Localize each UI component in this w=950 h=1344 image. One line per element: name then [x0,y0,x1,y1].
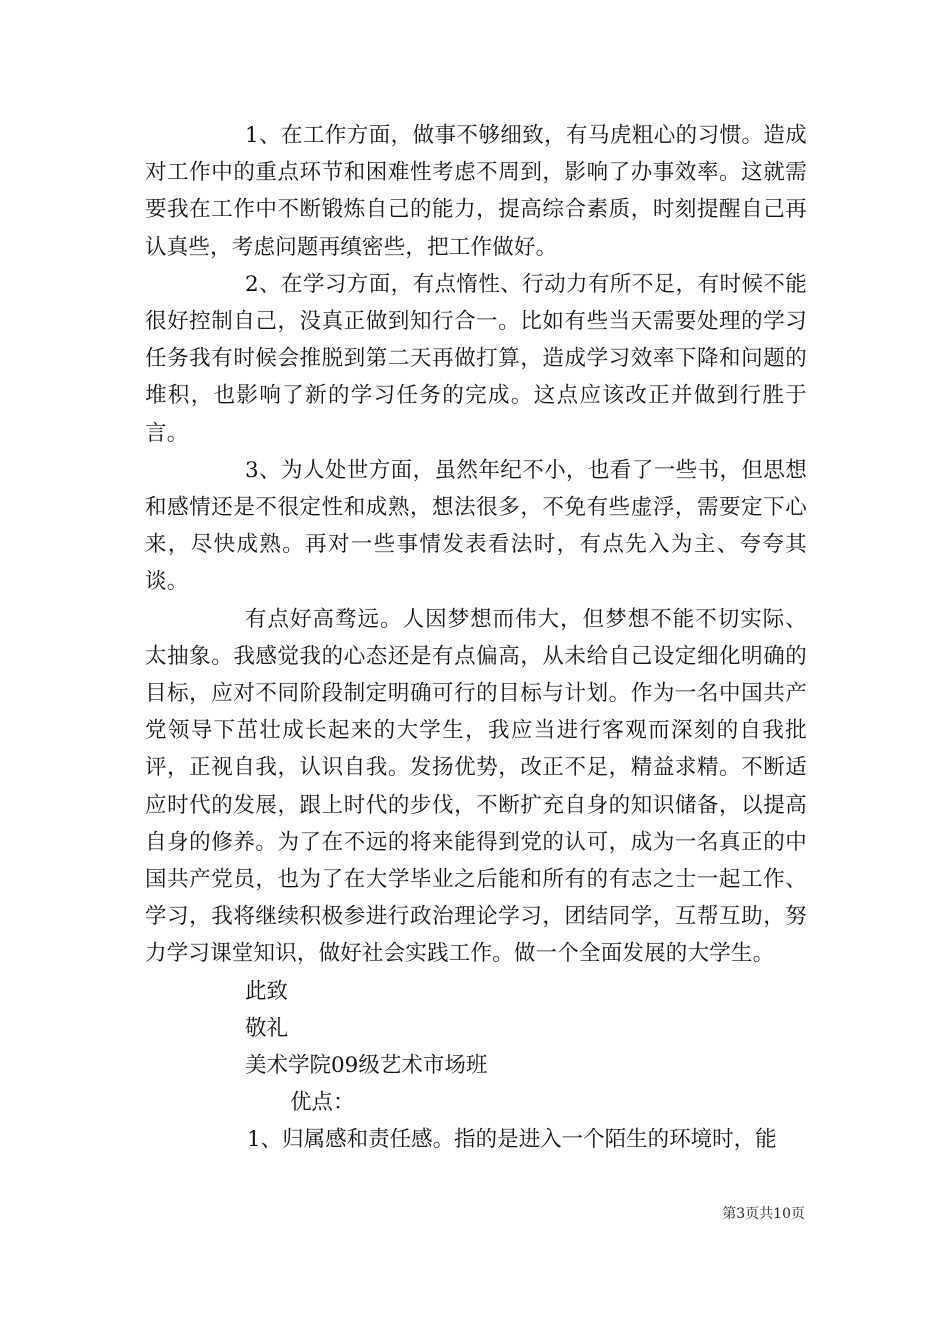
closing-regards: 敬礼 [245,1015,289,1041]
advantages-heading: 优点： [290,1090,355,1116]
advantages-item-1: 1、归属感和责任感。指的是进入一个陌生的环境时，能 [247,1127,777,1153]
closing-salutation: 此致 [245,978,289,1004]
paragraph-work: 1、在工作方面，做事不够细致，有马虎粗心的习惯。造成对工作中的重点环节和困难性考虑不周到，影响了办事效率。这就需要我在工作中不断锻炼自己的能力，提高综合素质，时刻提醒自己再认真些，考虑问题再缜密些，把工作做好。 [145,123,807,260]
signature: 美术学院09级艺术市场班 [245,1053,488,1079]
document-body [145,117,807,1159]
paragraph-study: 2、在学习方面，有点惰性、行动力有所不足，有时候不能很好控制自己，没真正做到知行合一。比如有些当天需要处理的学习任务我有时候会推脱到第二天再做打算，造成学习效率下降和问题的堆积，也影响了新的学习任务的完成。这点应该改正并做到行胜于言。 [145,271,807,446]
paragraph-conduct: 3、为人处世方面，虽然年纪不小，也看了一些书，但思想和感情还是不很定性和成熟，想法很多，不免有些虚浮，需要定下心来，尽快成熟。再对一些事情发表看法时，有点先入为主、夸夸其谈。 [145,457,807,595]
page-number: 第3页共10页 [722,1206,805,1222]
paragraph-ambition: 有点好高骛远。人因梦想而伟大，但梦想不能不切实际、太抽象。我感觉我的心态还是有点偏高，从未给自己设定细化明确的目标，应对不同阶段制定明确可行的目标与计划。作为一名中国共产党领导下茁壮成长起来的大学生，我应当进行客观而深刻的自我批评，正视自我，认识自我。发扬优势，改正不足，精益求精。不断适应时代的发展，跟上时代的步伐，不断扩充自身的知识储备，以提高自身的修养。为了在不远的将来能得到党的认可，成为一名真正的中国共产党员，也为了在大学毕业之后能和所有的有志之士一起工作、学习，我将继续积极参进行政治理论学习，团结同学，互帮互助，努力学习课堂知识，做好社会实践工作。做一个全面发展的大学生。 [145,606,807,967]
